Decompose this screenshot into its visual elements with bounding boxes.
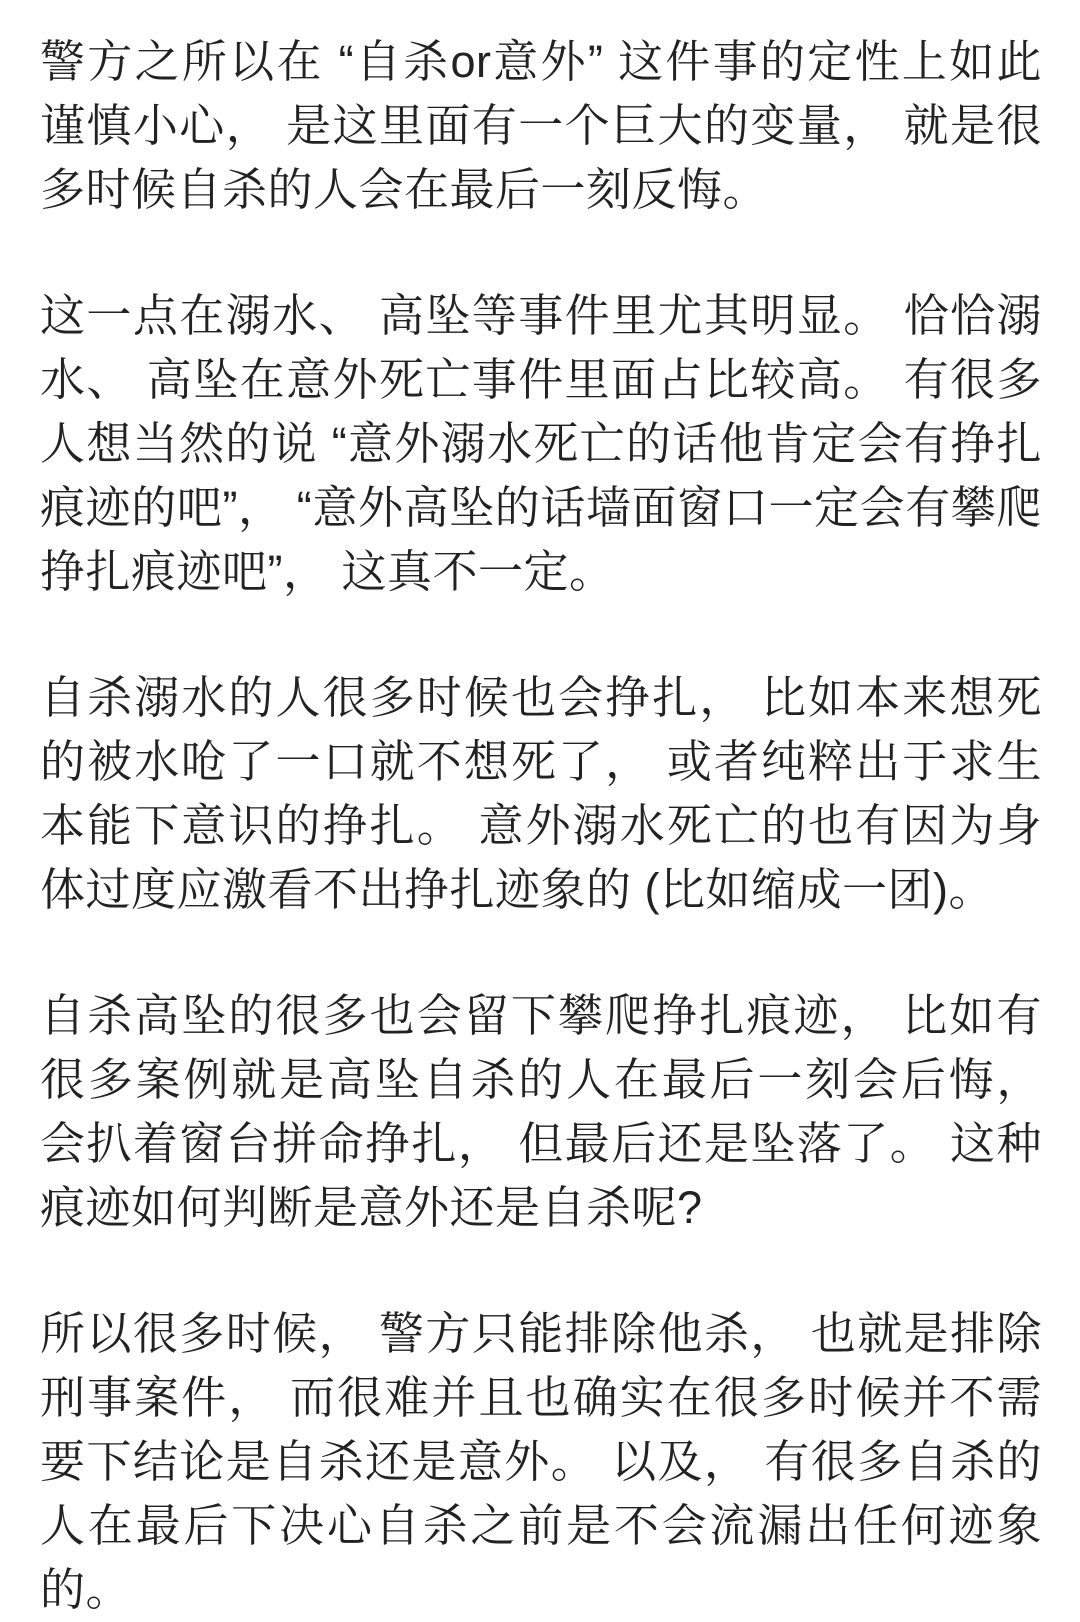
- paragraph-3: 自杀溺水的人很多时候也会挣扎， 比如本来想死的被水呛了一口就不想死了， 或者纯粹出于求生本能下意识的挣扎。 意外溺水死亡的也有因为身体过度应激看不出挣扎迹象的 (比如缩成一团)。: [40, 672, 1042, 915]
- paragraph-4: 自杀高坠的很多也会留下攀爬挣扎痕迹， 比如有很多案例就是高坠自杀的人在最后一刻会后悔， 会扒着窗台拼命挣扎， 但最后还是坠落了。 这种痕迹如何判断是意外还是自杀呢?: [40, 990, 1042, 1233]
- paragraph-2: 这一点在溺水、 高坠等事件里尤其明显。 恰恰溺水、 高坠在意外死亡事件里面占比较高。 有很多人想当然的说 “意外溺水死亡的话他肯定会有挣扎痕迹的吧”， “意外高坠的话墙面窗口一定会有攀爬挣扎痕迹吧”， 这真不一定。: [40, 290, 1042, 597]
- paragraph-5: 所以很多时候， 警方只能排除他杀， 也就是排除刑事案件， 而很难并且也确实在很多时候并不需要下结论是自杀还是意外。 以及， 有很多自杀的人在最后下决心自杀之前是不会流漏出任何迹象的。: [40, 1308, 1042, 1615]
- paragraph-1: 警方之所以在 “自杀or意外” 这件事的定性上如此谨慎小心， 是这里面有一个巨大的变量， 就是很多时候自杀的人会在最后一刻反悔。: [40, 36, 1042, 215]
